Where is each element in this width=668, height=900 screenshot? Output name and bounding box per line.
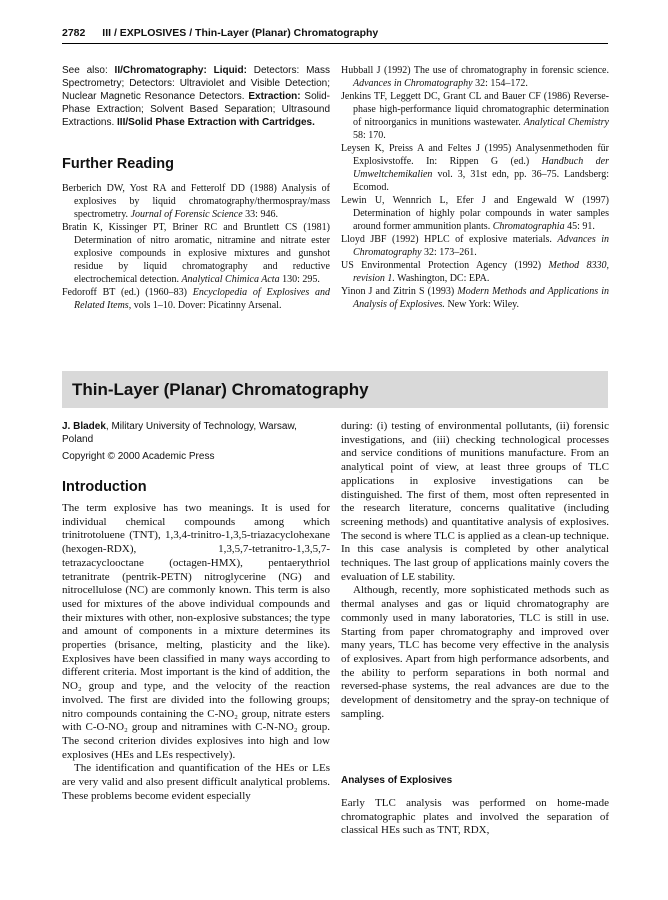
further-reading-heading: Further Reading xyxy=(62,156,174,172)
see-also-link-spe[interactable]: III/Solid Phase Extraction with Cartridges. xyxy=(117,117,315,128)
article-title-band xyxy=(62,371,608,408)
reference-item: Hubball J (1992) The use of chromatography in forensic science. Advances in Chromatography 32: 154–172. xyxy=(341,65,609,89)
see-also-extraction-topics[interactable]: Solid-Phase Extraction; Solvent Based Separation; Ultrasound Extractions. xyxy=(62,91,330,128)
running-title: III / EXPLOSIVES / Thin-Layer (Planar) Chromatography xyxy=(102,27,379,39)
reference-item: Jenkins TF, Leggett DC, Grant CL and Bauer CF (1986) Reverse-phase high-performance liquid chromatographic determination of nitroorganics in munitions wastewater. Analytical Chemistry 58: 170. xyxy=(341,91,609,141)
reference-item: Lewin U, Wennrich L, Efer J and Engewald W (1997) Determination of highly polar compounds in water samples around former ammunition plants. Chromatographia 45: 91. xyxy=(341,195,609,232)
introduction-heading: Introduction xyxy=(62,479,147,495)
copyright-line: Copyright © 2000 Academic Press xyxy=(62,451,215,462)
reference-item: Berberich DW, Yost RA and Fetterolf DD (1988) Analysis of explosives by liquid chromatography/thermospray/mass spectrometry. Journal of Forensic Science 33: 946. xyxy=(62,183,330,220)
analyses-heading: Analyses of Explosives xyxy=(341,775,453,786)
reference-list-right xyxy=(341,64,609,311)
paragraph: during: (i) testing of environmental pollutants, (ii) forensic investigations, and (iii) checking technological processes and service conditions of munitions manufacture. From an analytical point of view, at least three groups of TLC applications in explosive investigations can be distinguished. The first of them, most often represented in the research literature, concerns qualitative (including screening methods) and quantitative analysis of explosives. The second is where TLC is applied as a clean-up technique. In this case analysis is completed by other analytical techniques. The last group of applications mainly covers the evaluation of LE stability. xyxy=(341,420,609,583)
paragraph: The term explosive has two meanings. It is used for individual chemical compounds among which trinitrotoluene (TNT), 1,3,4-trinitro-1,3,5-triazacyclohexane (hexogen-RDX), 1,3,5,7-tetranitro-1,3,5,7-tetrazacyclooctane (octagen-HMX), pentaerythriol tetranitrate (pentrik-PETN) nitroglycerine (NG) and nitrocellulose (NC) are commonly known. This term is also used for mixtures of the above individual compounds and their mixtures with other, non-explosive substances; the type and amount of components in a mixture determines its properties (brisance, melting, plasticity and the like). Explosives have been classified in many ways according to different criteria. Most important is the kind of addition, the NO₂ group and type, and the velocity of the reaction involved. The first are divided into the following groups; nitro compounds containing the C-NO₂ group, nitrate esters with C-O-NO₂ group and nitramines with C-N-NO₂ group. The second criterion divides explosives into high and low explosives (HEs and LEs respectively). xyxy=(62,502,330,761)
paragraph: The identification and quantification of the HEs or LEs are very valid and also present difficult analytical problems. These problems become evident especially xyxy=(62,762,330,802)
introduction-body xyxy=(62,502,330,803)
reference-item: Lloyd JBF (1992) HPLC of explosive materials. Advances in Chromatography 32: 173–261. xyxy=(341,234,609,258)
paragraph: Early TLC analysis was performed on home-made chromatographic plates and involved the separation of classical HEs such as TNT, RDX, xyxy=(341,797,609,837)
author-line xyxy=(62,420,330,446)
see-also-label: See also: xyxy=(62,65,108,76)
running-header xyxy=(62,27,608,44)
reference-item: Fedoroff BT (ed.) (1960–83) Encyclopedia of Explosives and Related Items, vols 1–10. Dover: Picatinny Arsenal. xyxy=(62,287,330,311)
see-also-block xyxy=(62,64,330,129)
page-number: 2782 xyxy=(62,27,86,39)
article-title: Thin-Layer (Planar) Chromatography xyxy=(72,380,369,399)
see-also-link-liquid[interactable]: II/Chromatography: Liquid: xyxy=(114,65,247,76)
right-column-body xyxy=(341,420,609,721)
see-also-link-extraction[interactable]: Extraction: xyxy=(248,91,301,102)
analyses-body xyxy=(341,797,609,838)
reference-item: Leysen K, Preiss A and Feltes J (1995) Analysenmethoden für Explosivstoffe. In: Rippen G (ed.) Handbuch der Umweltchemikalien vol. 3, 31st edn, pp. 36–75. Landsberg: Ecomod. xyxy=(341,143,609,193)
author-name: J. Bladek xyxy=(62,421,106,432)
reference-item: Yinon J and Zitrin S (1993) Modern Methods and Applications in Analysis of Explosives. New York: Wiley. xyxy=(341,286,609,310)
author-affiliation: , Military University of Technology, Warsaw, Poland xyxy=(62,421,297,445)
reference-item: Bratin K, Kissinger PT, Briner RC and Bruntlett CS (1981) Determination of nitro aromatic, nitramine and nitrate ester explosive compounds in explosive mixtures and gunshot residue by liquid chromatography and reductive electrochemical detection. Analytical Chimica Acta 130: 295. xyxy=(62,222,330,285)
reference-item: US Environmental Protection Agency (1992) Method 8330, revision 1. Washington, DC: EPA. xyxy=(341,260,609,284)
see-also-detectors[interactable]: Detectors: Mass Spectrometry; Detectors: Ultraviolet and Visible Detection; Nuclear Magnetic Resonance Detectors. xyxy=(62,65,330,102)
reference-list-left xyxy=(62,182,330,312)
paragraph: Although, recently, more sophisticated methods such as thermal analyses and gas or liquid chromatography are commonly used in many laboratories, TLC is still in use. Starting from paper chromatography and improved over many years, TLC has become very effective in the analysis of explosives. Apart from high performance adsorbents, and the ability to perform separations in both normal and reversed-phase systems, the real advances are due to the development of densitometry and the spray-on technique of sampling. xyxy=(341,584,609,720)
